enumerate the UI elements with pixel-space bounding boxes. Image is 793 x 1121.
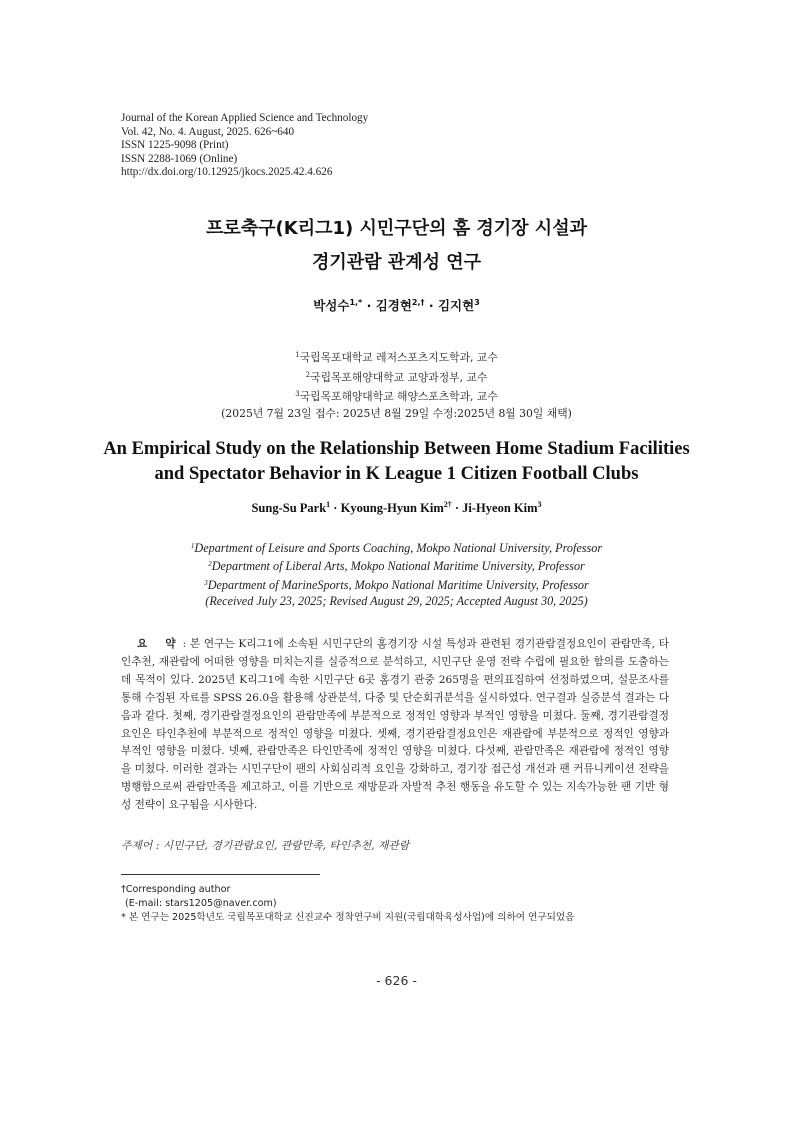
english-title-line-1: An Empirical Study on the Relationship Between Home Stadium Facilities [103, 439, 690, 459]
keywords: 주제어 : 시민구단, 경기관람요인, 관람만족, 타인추천, 재관람 [121, 839, 410, 852]
issn-print: ISSN 1225-9098 (Print) [121, 139, 229, 152]
author-ko-2-mark: 2,† [411, 298, 425, 307]
korean-title-line-1: 프로축구(K리그1) 시민구단의 홈 경기장 시설과 [206, 218, 587, 239]
english-title [0, 437, 793, 487]
author-en-3-mark: 3 [537, 500, 542, 509]
affiliation-en-2-text: Department of Liberal Arts, Mokpo National Maritime University, Professor [211, 559, 585, 574]
abstract-label: 요 약 [137, 638, 183, 650]
author-ko-separator: · [362, 298, 376, 313]
korean-affiliations [0, 347, 793, 422]
affiliation-en-1 [0, 538, 793, 556]
author-en-2-mark: 2† [443, 500, 452, 509]
affiliation-ko-1 [0, 347, 793, 367]
english-title-line-2: and Spectator Behavior in K League 1 Citizen Football Clubs [154, 464, 639, 484]
author-email: (E-mail: stars1205@naver.com) [125, 898, 277, 909]
dates-ko: (2025년 7월 23일 접수: 2025년 8월 29일 수정:2025년 8월 30일 채택) [221, 406, 572, 420]
affiliation-en-1-text: Department of Leisure and Sports Coaching, Mokpo National University, Professor [194, 541, 603, 555]
author-ko-2: 김경현 [375, 298, 412, 313]
doi-link[interactable]: http://dx.doi.org/10.12925/jkocs.2025.42.4.626 [121, 166, 333, 179]
author-ko-3: 김지현 [437, 298, 475, 313]
affiliation-ko-2-mark: 2 [305, 370, 311, 379]
affiliation-en-3-mark: 3 [204, 578, 208, 587]
affiliation-ko-2 [0, 367, 793, 387]
korean-authors [0, 296, 793, 314]
author-en-1-mark: 1 [326, 500, 331, 509]
affiliation-en-3-text: Department of MarineSports, Mokpo National Maritime University, Professor [207, 577, 589, 592]
author-en-3: Ji-Hyeon Kim [462, 501, 538, 515]
affiliation-ko-3-text: 국립목포해양대학교 해양스포츠학과, 교수 [299, 390, 498, 403]
affiliation-ko-2-text: 국립목포해양대학교 교양과정부, 교수 [310, 370, 488, 384]
journal-name: Journal of the Korean Applied Science and Technology [121, 112, 369, 124]
english-authors [0, 500, 793, 516]
author-en-separator: · [330, 501, 341, 515]
affiliation-en-2 [0, 556, 793, 574]
korean-title [0, 212, 793, 280]
issn-online: ISSN 2288-1069 (Online) [121, 152, 238, 165]
affiliation-ko-1-mark: 1 [295, 351, 300, 359]
english-affiliations [0, 538, 793, 610]
author-en-1: Sung-Su Park [251, 501, 327, 515]
footnotes [121, 883, 574, 925]
abstract-text: : 본 연구는 K리그1에 소속된 시민구단의 홈경기장 시설 특성과 관련된 경기관람결정요인이 관람만족, 타인추천, 재관람에 어떠한 영향을 미치는지를 실증적으로 분석하고, 시민구단 운영 전략 수립에 필요한 함의를 도출하는 데 목적이 있다. 2025년 K리그1에 속한 시민구단 6곳 홈경기 관중 265명을 편의표집하여 선정하였으며, 설문조사를 통해 수집된 자료를 SPSS 26.0을 활용해 상관분석, 다중 및 단순회귀분석을 실시하였다. 연구결과 실증분석 결과는 다음과 같다. 첫째, 경기관람결정요인의 관람만족에 부분적으로 정적인 영향과 부적인 영향을 미쳤다. 둘째, 경기관람결정요인은 타인추천에 부분적으로 정적인 영향을 미쳤다. 셋째, 경기관람결정요인은 재관람에 부분적으로 정적인 영향과 부적인 영향을 미쳤다. 넷째, 관람만족은 타인만족에 정적인 영향을 미쳤다. 다섯째, 관람만족은 재관람에 정적인 영향을 미쳤다. 이러한 결과는 시민구단이 팬의 사회심리적 요인을 강화하고, 경기장 접근성 개선과 팬 커뮤니케이션 전략을 병행함으로써 관람만족을 제고하고, 이를 기반으로 재방문과 자발적 추천 행동을 유도할 수 있는 지속가능한 팬 기반 형성 전략이 요구됨을 시사한다. [121, 638, 669, 812]
affiliation-en-2-mark: 2 [208, 560, 212, 569]
author-ko-1-mark: 1,* [349, 298, 363, 307]
korean-title-line-2: 경기관람 관계성 연구 [311, 252, 482, 273]
abstract [121, 636, 669, 815]
corresponding-author-note: †Corresponding author [121, 884, 231, 895]
journal-volume: Vol. 42, No. 4. August, 2025. 626~640 [121, 125, 295, 138]
author-en-separator: · [451, 501, 463, 515]
author-ko-3-mark: 3 [474, 298, 480, 307]
funding-note: * 본 연구는 2025학년도 국립목포대학교 신진교수 정착연구비 지원(국립대학육성사업)에 의하여 연구되었음 [121, 912, 575, 923]
dates-en: (Received July 23, 2025; Revised August 29, 2025; Accepted August 30, 2025) [205, 594, 588, 609]
page-number: - 626 - [376, 973, 417, 988]
affiliation-en-3 [0, 575, 793, 593]
author-ko-separator: · [424, 298, 438, 313]
affiliation-ko-1-text: 국립목포대학교 레저스포츠지도학과, 교수 [299, 351, 498, 364]
affiliation-ko-3 [0, 386, 793, 406]
journal-header [121, 112, 368, 180]
affiliation-en-1-mark: 1 [190, 542, 195, 550]
author-ko-1: 박성수 [313, 298, 350, 313]
footnote-divider [121, 874, 320, 875]
affiliation-ko-3-mark: 3 [295, 390, 300, 398]
author-en-2: Kyoung-Hyun Kim [340, 501, 444, 515]
